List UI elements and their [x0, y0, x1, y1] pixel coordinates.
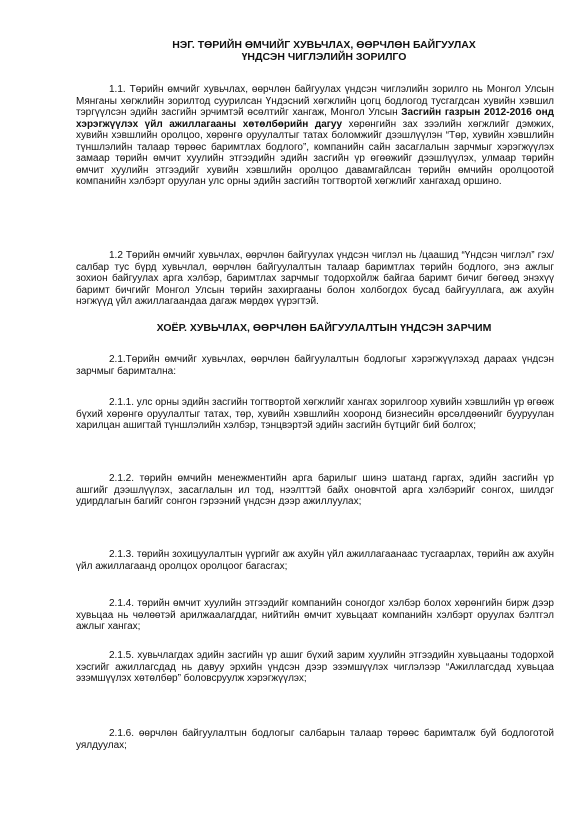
- paragraph-1-1-bold-text: Засгийн газрын 2012-2016 онд хэрэгжүүлэх үйл ажиллагааны хөтөлбөрийн дагуу: [76, 107, 554, 130]
- paragraph-1-2: 1.2 Төрийн өмчийг хувьчлах, өөрчлөн байгуулах үндсэн чиглэл нь /цаашид “Үндсэн чиглэл” гэх/ салбар тус бүрд хувьчлал, өөрчлөн байгуулалтын талаар баримтлах төрийн бодлого, энэ ажлыг зохион байгуулах арга хэлбэр, баримтлах зарчмыг тодорхойлж байгаа баримт бичиг бөгөөд энэхүү баримт бичгийг Монгол Улсын төрийн захиргааны болон холбогдох бусад байгууллага, аж ахуйн нэгжүүд үйл ажиллагаандаа дагаж мөрдөх үүрэгтэй.: [76, 250, 554, 307]
- paragraph-2-1-6: 2.1.6. өөрчлөн байгуулалтын бодлогыг салбарын талаар төрөөс баримталж буй бодлоготой уялдуулах;: [76, 728, 554, 751]
- paragraph-2-1-3: 2.1.3. төрийн зохицуулалтын үүргийг аж ахуйн үйл ажиллагаанаас тусгаарлах, төрийн аж ахуйн үйл ажиллагаанд оролцох оролцоог багасгах;: [76, 549, 554, 572]
- paragraph-1-1-text-b: хөрөнгийн зах зээлийн хөгжлийг дэмжих, хувийн хэвшлийн оролцоо, хөрөнгө оруулалтыг татах боломжийг дээшлүүлэн “Төр, хувийн хэвшлийн түншлэлийн талаар төрөөс баримтлах бодлого”, компанийн сайн засаглалын зарчмыг хэрэгжүүлэх замаар төрийн өмчит хуулийн этгээдийн эдийн засгийн үр өгөөжийг дээшлүүлэх, улмаар төрийн өмчит хуулийн этгээдийг хувийн хэвшлийн оролцоо давамгайлсан төрийн өмчийн оролцоотой компанийн хэлбэрт оруулан улс орны эдийн засгийн тогтвортой хөгжлийг хангахад оршино.: [76, 118, 554, 187]
- paragraph-2-1-2: 2.1.2. төрийн өмчийн менежментийн арга барилыг шинэ шатанд гаргах, эдийн засгийн үр ашгийг дээшлүүлэх, засаглалын ил тод, нээлттэй байх оновчтой арга хэлбэрийг сонгох, шилдэг удирдлагын багийг сонгон гэрээний үндсэн дээр ажиллуулах;: [76, 473, 554, 507]
- paragraph-2-1-4: 2.1.4. төрийн өмчит хуулийн этгээдийг компанийн соногдог хэлбэр болох хөрөнгийн бирж дээр хувьцаа нь чөлөөтэй арилжаалагддаг, нийтийн өмчит хувьцаат компанийн хэлбэрт оруулах бэлтгэл ажлыг хангах;: [76, 598, 554, 632]
- paragraph-2-1-1: 2.1.1. улс орны эдийн засгийн тогтвортой хөгжлийг хангах зорилгоор хувийн хэвшлийн үр өгөөж бүхий хөрөнгө оруулалтыг татах, төр, хувийн хэвшлийн хооронд бизнесийн өрсөлдөөнийг бууруулан харилцан ашигтай түншлэлийн хэлбэр, тэнцвэртэй эдийн засгийн бүтцийг бий болгох;: [76, 397, 554, 431]
- paragraph-2-1: 2.1.Төрийн өмчийг хувьчлах, өөрчлөн байгуулалтын бодлогыг хэрэгжүүлэхэд дараах үндсэн зарчмыг баримтална:: [76, 354, 554, 377]
- section-1-title-line-2: ҮНДСЭН ЧИГЛЭЛИЙН ЗОРИЛГО: [241, 51, 407, 63]
- paragraph-1-1: [76, 84, 554, 188]
- paragraph-2-1-5: 2.1.5. хувьчлагдах эдийн засгийн үр ашиг бүхий зарим хуулийн этгээдийн хувьцааны тодорхой хэсгийг ажиллагсдад нь давуу эрхийн үндсэн дээр эзэмшүүлэх чиглэлээр “Ажиллагсдад хувьцаа эзэмшүүлэх хөтөлбөр” боловсруулж хэрэгжүүлэх;: [76, 650, 554, 684]
- section-1-title-line-1: НЭГ. ТӨРИЙН ӨМЧИЙГ ХУВЬЧЛАХ, ӨӨРЧЛӨН БАЙГУУЛАХ: [172, 39, 476, 51]
- paragraph-1-1-text-a: 1.1. Төрийн өмчийг хувьчлах, өөрчлөн байгуулах үндсэн чиглэлийн зорилго нь Монгол Улсын Мянганы хөгжлийн зорилтод суурилсан Үндэсний хөгжлийн цогц бодлогод тусгагдсан хувийн хэвшил тэргүүлсэн эдийн засгийн эрчимтэй өсөлтийг хангаж, Монгол Улсын: [76, 84, 554, 118]
- section-2-title: ХОЁР. ХУВЬЧЛАХ, ӨӨРЧЛӨН БАЙГУУЛАЛТЫН ҮНДСЭН ЗАРЧИМ: [156, 322, 492, 334]
